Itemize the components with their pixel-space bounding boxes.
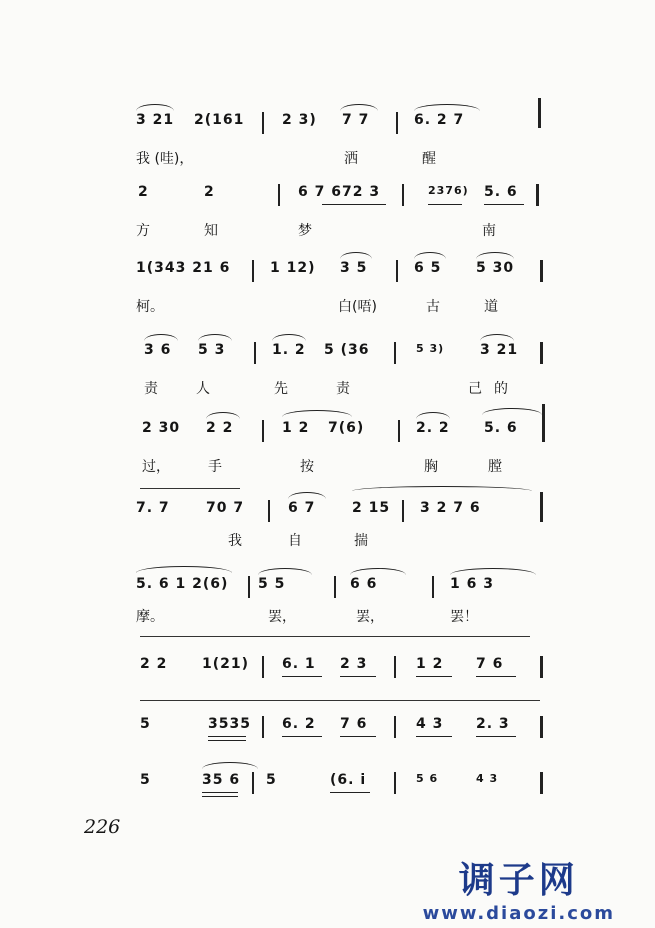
page-number: 226 [84, 816, 121, 838]
watermark [423, 852, 615, 924]
note-group: 2. 2 [416, 420, 450, 436]
note-group: 2 30 [142, 420, 181, 436]
note-group: 1 6 3 [450, 576, 494, 592]
barline [540, 772, 543, 794]
lyric: 过， [142, 459, 170, 475]
barline [278, 184, 280, 206]
barline [540, 492, 543, 522]
note-group: 4 3 [416, 716, 444, 732]
note-group: 2 15 [352, 500, 391, 516]
barline [254, 342, 256, 364]
lyric: 膛 [488, 459, 502, 475]
note-group: 35 6 [202, 772, 241, 788]
barline [394, 656, 396, 678]
lyric: 方 [136, 223, 150, 239]
barline [398, 420, 400, 442]
note-group: 5. 6 1 2(6) [136, 576, 229, 592]
note-group: 3535 [208, 716, 251, 732]
note-group: 5 30 [476, 260, 515, 276]
barline [402, 184, 404, 206]
note-group: 3 21 [480, 342, 519, 358]
note-group: 2 3 [340, 656, 368, 672]
note-group: 5 [140, 716, 151, 732]
barline [540, 342, 543, 364]
note-group: 6. 1 [282, 656, 316, 672]
lyric: 人 [196, 381, 210, 397]
lyric: 知 [204, 223, 218, 239]
note-group: 6. 2 7 [414, 112, 465, 128]
note-group: 1. 2 [272, 342, 306, 358]
lyric: 自 [288, 533, 302, 549]
lyric: 南 [482, 223, 496, 239]
note-group: 2 [204, 184, 215, 200]
lyric: 我 [228, 533, 242, 549]
barline [538, 98, 541, 128]
note-group: 6. 2 [282, 716, 316, 732]
lyric: 梦 [298, 223, 312, 239]
lyric: 古 [426, 299, 440, 315]
lyric: 责 [144, 381, 158, 397]
lyric: 手 [208, 459, 222, 475]
barline [402, 500, 404, 522]
watermark-title: 调子网 [458, 860, 579, 901]
note-group: 7 6 [476, 656, 504, 672]
note-group: 1(343 21 6 [136, 260, 231, 276]
barline [394, 342, 396, 364]
barline [540, 656, 543, 678]
note-group: 4 3 [476, 772, 499, 785]
note-group: 6 6 [350, 576, 378, 592]
note-group: 3 21 [136, 112, 175, 128]
lyric: 胸 [424, 459, 438, 475]
barline [396, 260, 398, 282]
watermark-url: www.diaozi.com [422, 903, 615, 924]
note-group: 2 [138, 184, 149, 200]
note-group: 7(6) [328, 420, 365, 436]
note-group: 2 2 [206, 420, 234, 436]
note-group: 70 7 [206, 500, 245, 516]
note-group: 5. 6 [484, 420, 518, 436]
note-group: 7. 7 [136, 500, 170, 516]
lyric: 的 [494, 381, 508, 397]
note-group: 3 5 [340, 260, 368, 276]
note-group: 2. 3 [476, 716, 510, 732]
barline [394, 716, 396, 738]
note-group: 2 2 [140, 656, 168, 672]
barline [396, 112, 398, 134]
note-group: (6. i [330, 772, 367, 788]
note-group: 1 12) [270, 260, 316, 276]
lyric: 白(唔) [338, 299, 377, 315]
barline [262, 716, 264, 738]
barline [432, 576, 434, 598]
lyric: 罢！ [450, 609, 478, 625]
lyric: 责 [336, 381, 350, 397]
lyric: 我 (哇)， [136, 151, 194, 167]
lyric: 道 [484, 299, 498, 315]
lyric: 醒 [422, 151, 436, 167]
note-group: 5 3 [198, 342, 226, 358]
lyric: 摩。 [136, 609, 164, 625]
note-group: 3 6 [144, 342, 172, 358]
note-group: 1(21) [202, 656, 250, 672]
note-group: 6 7 [288, 500, 316, 516]
barline [262, 112, 264, 134]
note-group: 5 3) [416, 342, 445, 355]
barline [252, 772, 254, 794]
note-group: 7 6 [340, 716, 368, 732]
lyric: 按 [300, 459, 314, 475]
lyric: 罢， [268, 609, 296, 625]
barline [536, 184, 539, 206]
note-group: 5 6 [416, 772, 439, 785]
barline [542, 404, 545, 442]
note-group: 5 [266, 772, 277, 788]
barline [252, 260, 254, 282]
lyric: 洒 [344, 151, 358, 167]
barline [540, 260, 543, 282]
barline [268, 500, 270, 522]
barline [262, 656, 264, 678]
note-group: 2376) [428, 184, 469, 197]
barline [540, 716, 543, 738]
note-group: 5. 6 [484, 184, 518, 200]
lyric: 揣 [354, 533, 368, 549]
note-group: 2(161 [194, 112, 245, 128]
lyric: 罢， [356, 609, 384, 625]
barline [394, 772, 396, 794]
note-group: 6 7 672 3 [298, 184, 381, 200]
note-group: 5 [140, 772, 151, 788]
note-group: 7 7 [342, 112, 370, 128]
note-group: 3 2 7 6 [420, 500, 481, 516]
barline [262, 420, 264, 442]
barline [334, 576, 336, 598]
barline [248, 576, 250, 598]
lyric: 己 [468, 381, 482, 397]
note-group: 2 3) [282, 112, 317, 128]
lyric: 先 [274, 381, 288, 397]
note-group: 1 2 [416, 656, 444, 672]
note-group: 5 (36 [324, 342, 370, 358]
note-group: 5 5 [258, 576, 286, 592]
note-group: 1 2 [282, 420, 310, 436]
note-group: 6 5 [414, 260, 442, 276]
lyric: 柯。 [136, 299, 164, 315]
